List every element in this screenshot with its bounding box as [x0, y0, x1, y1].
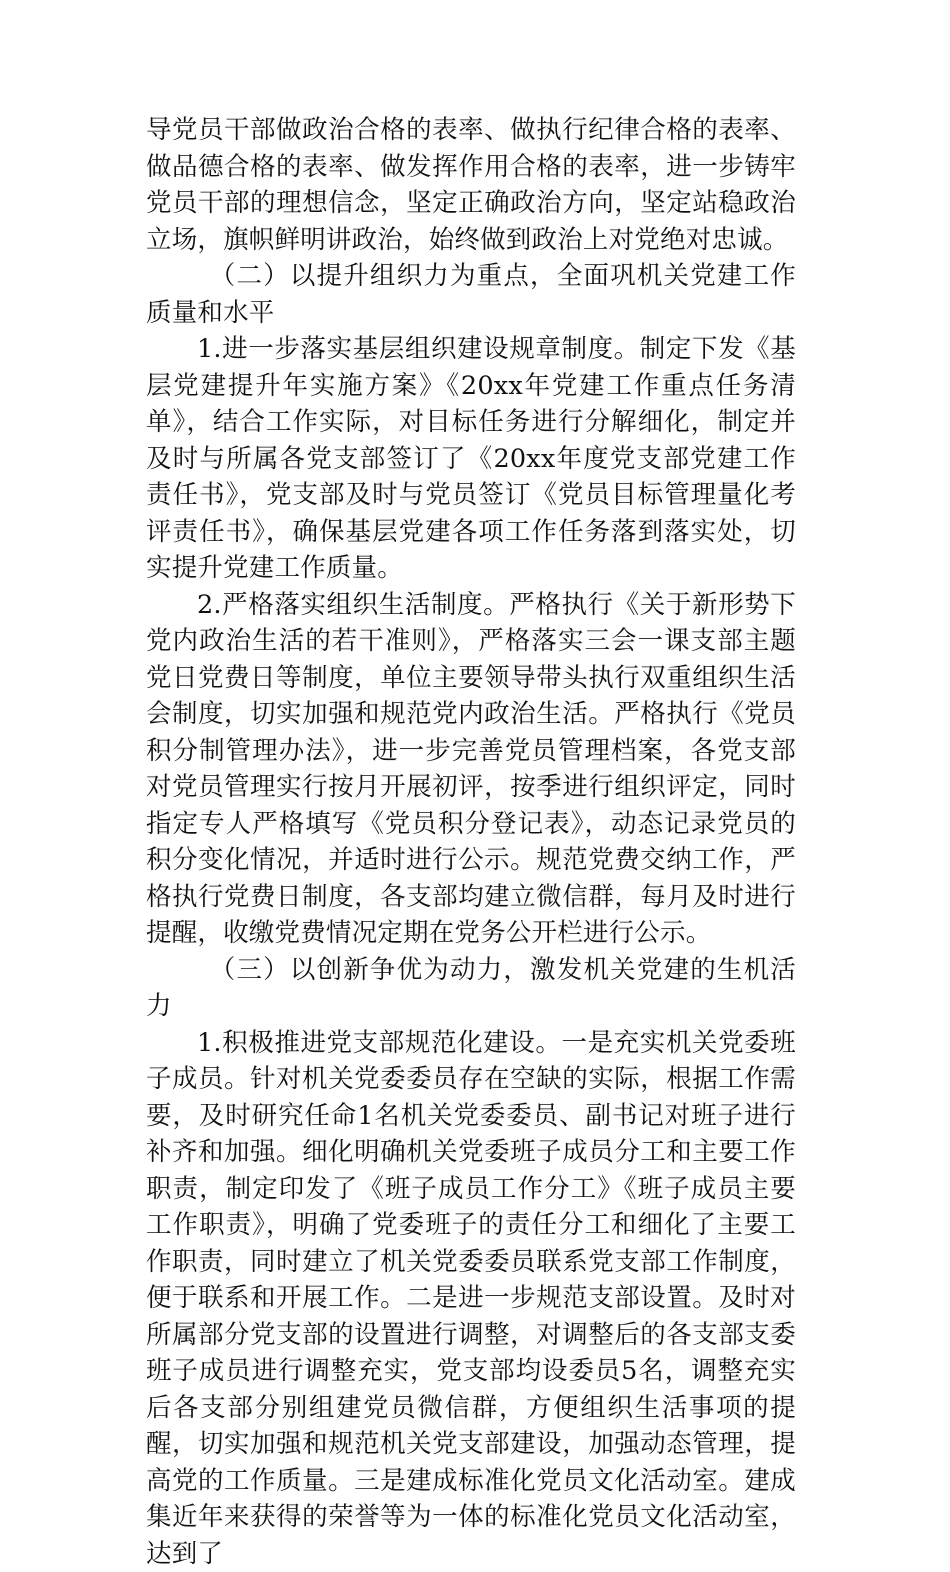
paragraph-continuation: 导党员干部做政治合格的表率、做执行纪律合格的表率、做品德合格的表率、做发挥作用合格的表率，进一步铸牢党员干部的理想信念，坚定正确政治方向，坚定站稳政治立场，旗帜鲜明讲政治，始终做到政治上对党绝对忠诚。	[146, 112, 796, 258]
document-body	[146, 112, 796, 1572]
paragraph-item-2: 2.严格落实组织生活制度。严格执行《关于新形势下党内政治生活的若干准则》，严格落实三会一课支部主题党日党费日等制度，单位主要领导带头执行双重组织生活会制度，切实加强和规范党内政治生活。严格执行《党员积分制管理办法》，进一步完善党员管理档案，各党支部对党员管理实行按月开展初评，按季进行组织评定，同时指定专人严格填写《党员积分登记表》，动态记录党员的积分变化情况，并适时进行公示。规范党费交纳工作，严格执行党费日制度，各支部均建立微信群，每月及时进行提醒，收缴党费情况定期在党务公开栏进行公示。	[146, 587, 796, 952]
paragraph-item-1: 1.进一步落实基层组织建设规章制度。制定下发《基层党建提升年实施方案》《20xx年党建工作重点任务清单》，结合工作实际，对目标任务进行分解细化，制定并及时与所属各党支部签订了《20xx年度党支部党建工作责任书》，党支部及时与党员签订《党员目标管理量化考评责任书》，确保基层党建各项工作任务落到落实处，切实提升党建工作质量。	[146, 331, 796, 587]
section-heading-2: （二）以提升组织力为重点，全面巩机关党建工作质量和水平	[146, 258, 796, 331]
section-heading-3: （三）以创新争优为动力，激发机关党建的生机活力	[146, 952, 796, 1025]
paragraph-item-3: 1.积极推进党支部规范化建设。一是充实机关党委班子成员。针对机关党委委员存在空缺的实际，根据工作需要，及时研究任命1名机关党委委员、副书记对班子进行补齐和加强。细化明确机关党委班子成员分工和主要工作职责，制定印发了《班子成员工作分工》《班子成员主要工作职责》，明确了党委班子的责任分工和细化了主要工作职责，同时建立了机关党委委员联系党支部工作制度，便于联系和开展工作。二是进一步规范支部设置。及时对所属部分党支部的设置进行调整，对调整后的各支部支委班子成员进行调整充实，党支部均设委员5名，调整充实后各支部分别组建党员微信群，方便组织生活事项的提醒，切实加强和规范机关党支部建设，加强动态管理，提高党的工作质量。三是建成标准化党员文化活动室。建成集近年来获得的荣誉等为一体的标准化党员文化活动室，达到了	[146, 1025, 796, 1572]
